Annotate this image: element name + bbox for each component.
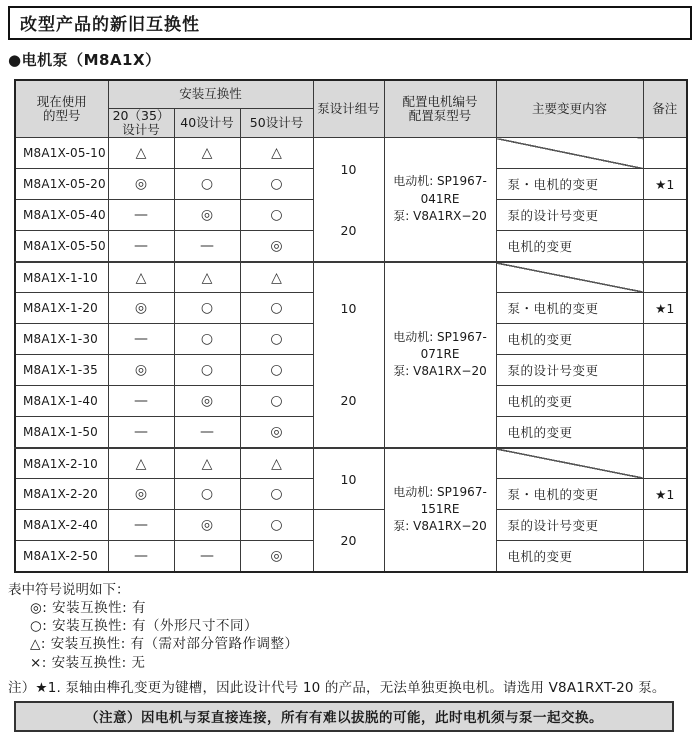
model-cell: M8A1X-1-10 [15, 262, 108, 293]
compat-50-symbol: ◎ [240, 231, 313, 262]
compat-50-symbol: ○ [240, 200, 313, 231]
legend-item-circle: ○: 安装互换性: 有（外形尺寸不同） [30, 618, 258, 635]
compat-20-symbol: — [108, 417, 174, 448]
compat-50-symbol: △ [240, 138, 313, 169]
config-pump: 泵: V8A1RX−20 [393, 364, 487, 379]
compat-40-symbol: — [174, 231, 240, 262]
table-row [15, 200, 687, 231]
table-row [15, 510, 687, 541]
remark-cell [643, 448, 687, 479]
change-cell: 电机的变更 [496, 324, 643, 355]
compat-40-symbol: ○ [174, 293, 240, 324]
change-cell-slash [496, 448, 643, 479]
compat-20-symbol: — [108, 541, 174, 572]
compat-40-symbol: △ [174, 448, 240, 479]
compat-40-symbol: — [174, 541, 240, 572]
compat-20-symbol: — [108, 200, 174, 231]
header-current-model-line2: 的型号 [42, 108, 81, 124]
change-cell: 电机的变更 [496, 541, 643, 572]
compat-50-symbol: △ [240, 448, 313, 479]
remark-cell [643, 138, 687, 169]
table-row [15, 448, 687, 479]
remark-cell: ★1 [643, 479, 687, 510]
compat-40-symbol: ◎ [174, 200, 240, 231]
header-config-line2: 配置泵型号 [408, 108, 472, 124]
compat-40-symbol: ◎ [174, 386, 240, 417]
change-cell: 泵・电机的变更 [496, 169, 643, 200]
legend-intro: 表中符号说明如下： [8, 581, 130, 598]
model-cell: M8A1X-05-40 [15, 200, 108, 231]
header-design-50: 50设计号 [240, 108, 313, 138]
compat-50-symbol: ◎ [240, 417, 313, 448]
legend-item-triangle: △: 安装互换性: 有（需对部分管路作调整） [30, 636, 299, 653]
header-pump-design-group: 泵设计组号 [313, 80, 384, 138]
config-cell [384, 262, 496, 448]
compat-40-symbol: ○ [174, 479, 240, 510]
header-design-40: 40设计号 [174, 108, 240, 138]
change-cell: 泵的设计号变更 [496, 200, 643, 231]
compat-20-symbol: — [108, 386, 174, 417]
remark-cell [643, 231, 687, 262]
header-current-model [15, 80, 108, 138]
compat-20-symbol: ◎ [108, 293, 174, 324]
header-row-1 [15, 80, 687, 108]
compat-50-symbol: ○ [240, 324, 313, 355]
config-pump: 泵: V8A1RX−20 [393, 519, 487, 534]
header-design-20 [108, 108, 174, 138]
remark-cell [643, 355, 687, 386]
symbol-legend [8, 582, 700, 671]
remark-cell: ★1 [643, 169, 687, 200]
table-row [15, 262, 687, 293]
change-cell: 泵的设计号变更 [496, 510, 643, 541]
remark-cell [643, 541, 687, 572]
compat-20-symbol: △ [108, 262, 174, 293]
change-cell: 泵・电机的变更 [496, 479, 643, 510]
page-title: 改型产品的新旧互换性 [8, 6, 692, 40]
legend-item-cross: ×: 安装互换性: 无 [30, 654, 146, 671]
change-cell-slash [496, 138, 643, 169]
remark-cell: ★1 [643, 293, 687, 324]
compat-50-symbol: ○ [240, 169, 313, 200]
compat-20-symbol: △ [108, 448, 174, 479]
compat-50-symbol: ◎ [240, 541, 313, 572]
model-cell: M8A1X-1-20 [15, 293, 108, 324]
compat-50-symbol: ○ [240, 479, 313, 510]
compatibility-table [14, 79, 688, 573]
model-cell: M8A1X-1-50 [15, 417, 108, 448]
config-motor: 电动机: SP1967-151RE [393, 484, 487, 517]
change-cell: 泵・电机的变更 [496, 293, 643, 324]
pump-group-cell: 20 [313, 200, 384, 262]
header-current-model-line1: 现在使用 [36, 93, 87, 109]
pump-group-cell: 10 [313, 262, 384, 355]
compat-40-symbol: — [174, 417, 240, 448]
pump-group-cell: 20 [313, 510, 384, 572]
compat-20-symbol: — [108, 231, 174, 262]
change-cell: 电机的变更 [496, 231, 643, 262]
compat-40-symbol: ○ [174, 355, 240, 386]
remark-cell [643, 510, 687, 541]
header-design-20-line1: 20（35） [112, 108, 170, 123]
compat-50-symbol: ○ [240, 293, 313, 324]
section-title: ●电机泵（M8A1X） [8, 51, 161, 69]
change-cell: 电机的变更 [496, 386, 643, 417]
pump-group-cell: 10 [313, 448, 384, 510]
pump-group-cell: 20 [313, 355, 384, 448]
compat-40-symbol: ○ [174, 169, 240, 200]
config-cell [384, 448, 496, 572]
config-motor: 电动机: SP1967-071RE [393, 329, 487, 362]
config-motor: 电动机: SP1967-041RE [393, 174, 487, 206]
compat-20-symbol: — [108, 324, 174, 355]
change-cell: 电机的变更 [496, 417, 643, 448]
model-cell: M8A1X-2-10 [15, 448, 108, 479]
compat-40-symbol: △ [174, 262, 240, 293]
compat-40-symbol: ○ [174, 324, 240, 355]
remark-cell [643, 417, 687, 448]
compat-50-symbol: △ [240, 262, 313, 293]
model-cell: M8A1X-2-20 [15, 479, 108, 510]
footnote-star1: 注）★1. 泵轴由榫孔变更为键槽，因此设计代号 10 的产品，无法单独更换电机。请选用 V8A1RXT-20 泵。 [8, 679, 666, 696]
compat-40-symbol: △ [174, 138, 240, 169]
header-config [384, 80, 496, 138]
change-cell: 泵的设计号变更 [496, 355, 643, 386]
compat-40-symbol: ◎ [174, 510, 240, 541]
legend-item-double-circle: ◎: 安装互换性: 有 [30, 599, 146, 616]
header-remarks: 备注 [643, 80, 687, 138]
model-cell: M8A1X-1-30 [15, 324, 108, 355]
model-cell: M8A1X-05-10 [15, 138, 108, 169]
table-row [15, 355, 687, 386]
header-design-20-line2: 设计号 [122, 121, 160, 137]
compat-20-symbol: △ [108, 138, 174, 169]
model-cell: M8A1X-1-35 [15, 355, 108, 386]
header-config-line1: 配置电机编号 [402, 93, 478, 109]
compat-20-symbol: — [108, 510, 174, 541]
remark-cell [643, 324, 687, 355]
header-install-compat: 安装互换性 [108, 80, 313, 108]
remark-cell [643, 200, 687, 231]
remark-cell [643, 386, 687, 417]
model-cell: M8A1X-1-40 [15, 386, 108, 417]
header-main-changes: 主要变更内容 [496, 80, 643, 138]
pump-group-cell: 10 [313, 138, 384, 200]
compat-50-symbol: ○ [240, 510, 313, 541]
compat-20-symbol: ◎ [108, 169, 174, 200]
model-cell: M8A1X-2-40 [15, 510, 108, 541]
compat-20-symbol: ◎ [108, 479, 174, 510]
config-cell [384, 138, 496, 262]
change-cell-slash [496, 262, 643, 293]
config-pump: 泵: V8A1RX−20 [393, 209, 487, 224]
model-cell: M8A1X-05-50 [15, 231, 108, 262]
model-cell: M8A1X-05-20 [15, 169, 108, 200]
compat-50-symbol: ○ [240, 355, 313, 386]
table-row [15, 138, 687, 169]
remark-cell [643, 262, 687, 293]
notice-box: （注意）因电机与泵直接连接，所有有难以拔脱的可能，此时电机须与泵一起交换。 [14, 701, 674, 732]
model-cell: M8A1X-2-50 [15, 541, 108, 572]
compat-50-symbol: ○ [240, 386, 313, 417]
compat-20-symbol: ◎ [108, 355, 174, 386]
